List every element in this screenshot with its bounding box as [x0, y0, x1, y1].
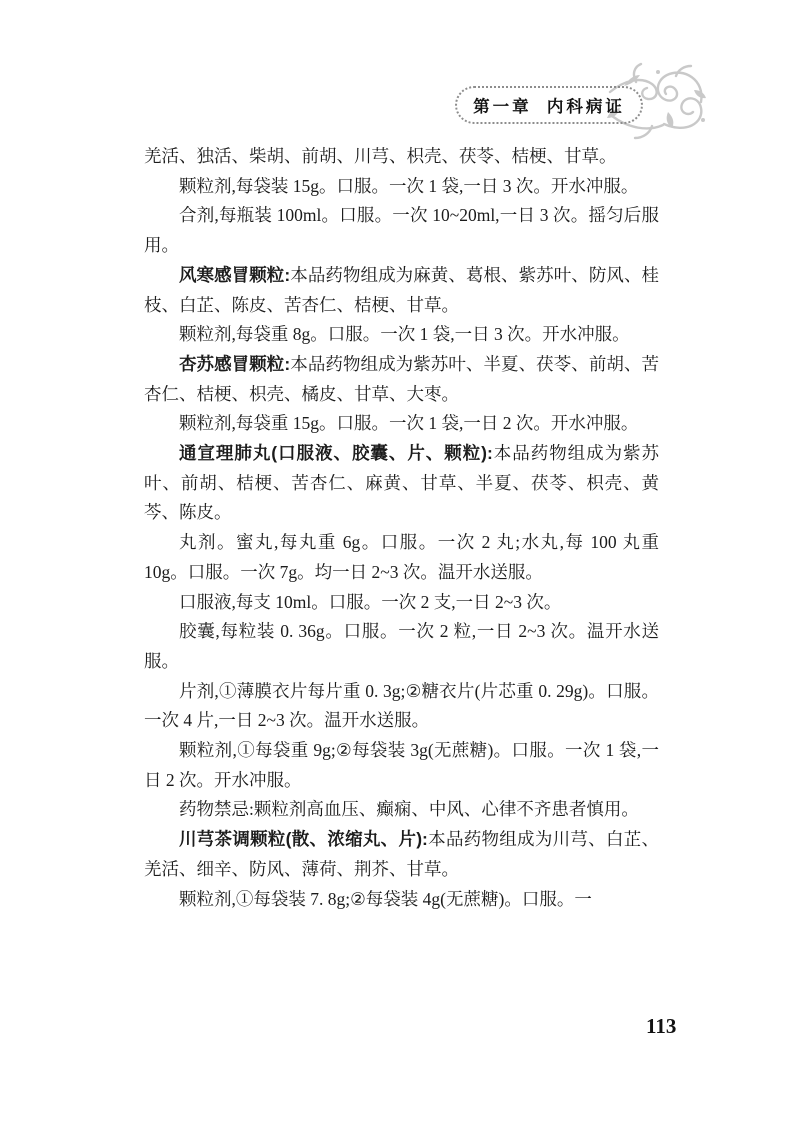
drug-name-heading: 川芎茶调颗粒(散、浓缩丸、片): [179, 829, 428, 850]
paragraph: 丸剂。蜜丸,每丸重 6g。口服。一次 2 丸;水丸,每 100 丸重 10g。口服。一次 7g。均一日 2~3 次。温开水送服。 [144, 532, 659, 582]
drug-name-heading: 杏苏感冒颗粒: [179, 353, 291, 374]
paragraph: 片剂,①薄膜衣片每片重 0. 3g;②糖衣片(片芯重 0. 29g)。口服。一次 4 片,一日 2~3 次。温开水送服。 [144, 680, 659, 731]
chapter-title: 第一章 内科病证 [473, 98, 625, 116]
paragraph: 杏苏感冒颗粒:本品药物组成为紫苏叶、半夏、茯苓、前胡、苦杏仁、桔梗、枳壳、橘皮、甘草、大枣。 [144, 353, 660, 404]
paragraph: 颗粒剂,每袋装 15g。口服。一次 1 袋,一日 3 次。开水冲服。 [179, 175, 639, 196]
paragraph: 颗粒剂,①每袋重 9g;②每袋装 3g(无蔗糖)。口服。一次 1 袋,一日 2 次。开水冲服。 [144, 740, 659, 790]
page-number: 113 [646, 1014, 677, 1038]
paragraph: 通宣理肺丸(口服液、胶囊、片、颗粒):本品药物组成为紫苏叶、前胡、桔梗、苦杏仁、麻黄、甘草、半夏、茯苓、枳壳、黄芩、陈皮。 [144, 443, 660, 523]
drug-name-heading: 通宣理肺丸(口服液、胶囊、片、颗粒): [179, 443, 493, 464]
paragraph: 合剂,每瓶装 100ml。口服。一次 10~20ml,一日 3 次。摇匀后服用。 [144, 205, 659, 256]
paragraph: 羌活、独活、柴胡、前胡、川芎、枳壳、茯苓、桔梗、甘草。 [144, 146, 617, 166]
paragraph: 川芎茶调颗粒(散、浓缩丸、片):本品药物组成为川芎、白芷、羌活、细辛、防风、薄荷、荆芥、甘草。 [144, 829, 660, 879]
drug-name-heading: 风寒感冒颗粒: [179, 264, 291, 285]
paragraph: 风寒感冒颗粒:本品药物组成为麻黄、葛根、紫苏叶、防风、桂枝、白芷、陈皮、苦杏仁、桔梗、甘草。 [144, 264, 660, 315]
paragraph: 颗粒剂,每袋重 8g。口服。一次 1 袋,一日 3 次。开水冲服。 [179, 324, 630, 345]
chapter-header-box [455, 86, 643, 124]
paragraph: 口服液,每支 10ml。口服。一次 2 支,一日 2~3 次。 [179, 591, 562, 612]
paragraph: 颗粒剂,每袋重 15g。口服。一次 1 袋,一日 2 次。开水冲服。 [179, 413, 639, 434]
paragraph: 胶囊,每粒装 0. 36g。口服。一次 2 粒,一日 2~3 次。温开水送服。 [144, 621, 659, 671]
paragraph: 药物禁忌:颗粒剂高血压、癫痫、中风、心律不齐患者慎用。 [179, 799, 639, 820]
body-text [144, 142, 659, 914]
paragraph: 颗粒剂,①每袋装 7. 8g;②每袋装 4g(无蔗糖)。口服。一 [179, 888, 592, 909]
